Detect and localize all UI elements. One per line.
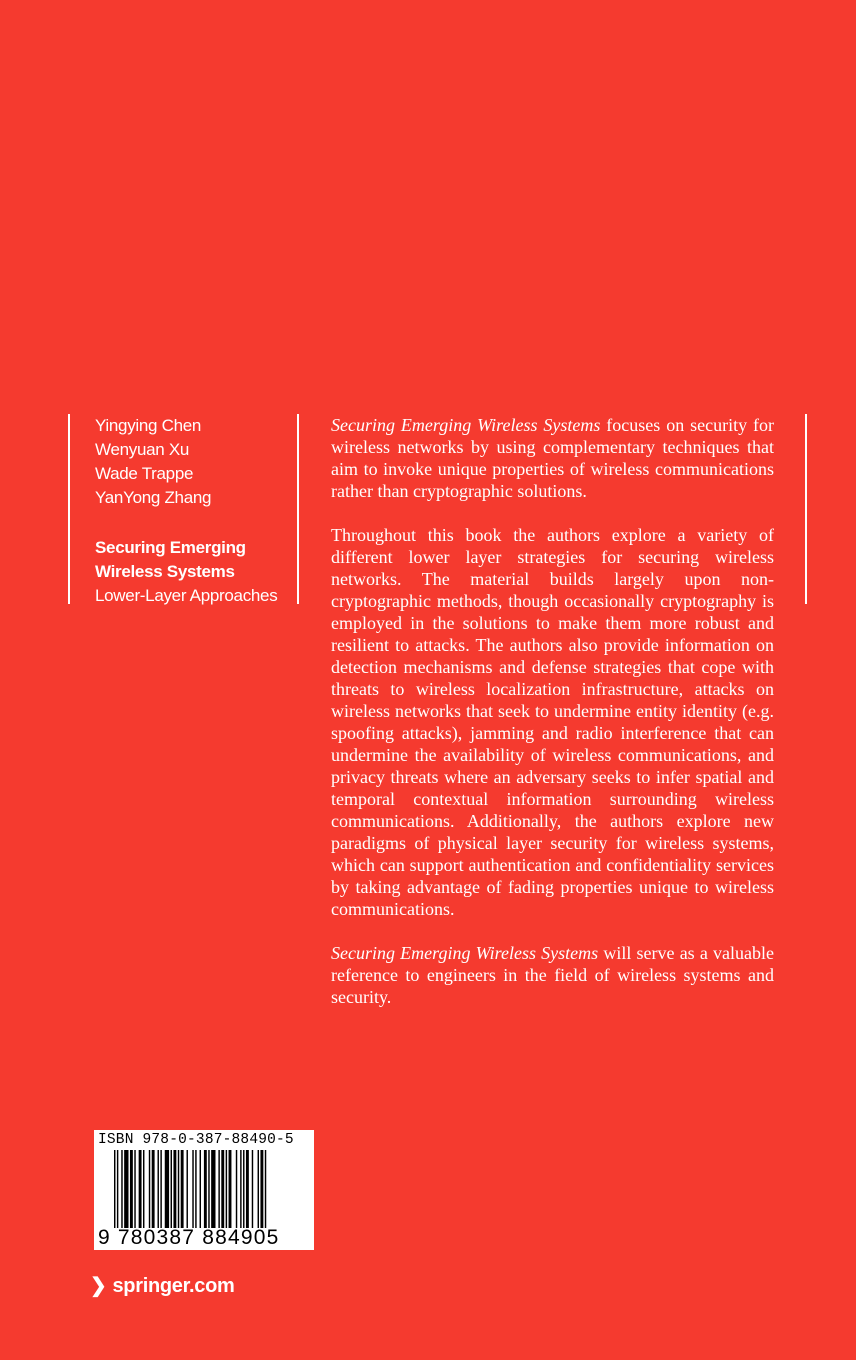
barcode-bar <box>246 1150 249 1228</box>
barcode-bar <box>152 1150 155 1228</box>
barcode-bar <box>221 1150 224 1228</box>
barcode-bar <box>178 1150 179 1228</box>
barcode-bar <box>260 1150 263 1228</box>
barcode-bar <box>258 1150 259 1228</box>
description-text: will serve as a valuable reference to engineers in the field of wireless systems and security. <box>331 943 775 1007</box>
barcode-bar <box>200 1150 201 1228</box>
book-title-line1: Securing Emerging <box>95 538 246 557</box>
barcode-bar <box>143 1150 144 1228</box>
ean-digits: 9 780387 884905 <box>98 1226 280 1249</box>
author-name: Wade Trappe <box>95 464 194 483</box>
author-list <box>95 414 211 510</box>
barcode-bar <box>236 1150 237 1228</box>
chevron-right-icon: ❯ <box>90 1275 107 1297</box>
barcode-bar <box>204 1150 207 1228</box>
author-name: Wenyuan Xu <box>95 440 190 459</box>
barcode-bar <box>181 1150 184 1228</box>
barcode-bar <box>226 1150 227 1228</box>
barcode-bar <box>243 1150 244 1228</box>
barcode-bar <box>211 1150 215 1228</box>
isbn-barcode <box>94 1130 314 1250</box>
barcode-bar <box>134 1150 135 1228</box>
book-subtitle: Lower-Layer Approaches <box>95 586 278 605</box>
description-title-italic: Securing Emerging Wireless Systems <box>331 415 601 435</box>
book-description <box>331 414 774 1030</box>
barcode-bar <box>124 1150 128 1228</box>
barcode-bar <box>114 1150 115 1228</box>
barcode-bar <box>208 1150 209 1228</box>
barcode-bar <box>121 1150 122 1228</box>
book-title-line2: Wireless Systems <box>95 562 235 581</box>
barcode-bar <box>158 1150 159 1228</box>
author-name: YanYong Zhang <box>95 488 212 507</box>
publisher-url: springer.com <box>112 1275 235 1297</box>
description-paragraph-1 <box>331 414 774 502</box>
barcode-bar <box>130 1150 133 1228</box>
barcode-bar <box>252 1150 253 1228</box>
barcode-bar <box>240 1150 241 1228</box>
book-title <box>95 536 246 584</box>
description-paragraph-3 <box>331 942 774 1008</box>
right-divider <box>805 414 807 604</box>
barcode-bar <box>192 1150 193 1228</box>
barcode-bar <box>218 1150 219 1228</box>
barcode-bar <box>195 1150 196 1228</box>
barcode-bar <box>173 1150 176 1228</box>
description-text: focuses on security for wireless networks by using complementary techniques that aim to invoke unique properties of wireless communications rather than cryptographic solutions. <box>331 415 774 501</box>
barcode-bar <box>149 1150 150 1228</box>
isbn-label: ISBN 978-0-387-88490-5 <box>98 1132 294 1148</box>
barcode-bar <box>160 1150 161 1228</box>
author-name: Yingying Chen <box>95 416 202 435</box>
barcode-bar <box>265 1150 266 1228</box>
left-divider <box>68 414 70 604</box>
barcode-bar <box>187 1150 188 1228</box>
barcode-bar <box>229 1150 232 1228</box>
barcode-bars <box>114 1150 294 1228</box>
barcode-bar <box>117 1150 118 1228</box>
barcode-bar <box>165 1150 169 1228</box>
barcode-bar <box>171 1150 172 1228</box>
description-title-italic: Securing Emerging Wireless Systems <box>331 943 599 963</box>
description-paragraph-2: Throughout this book the authors explore a variety of different lower layer strategies for securing wireless networks. The material builds largely upon non-cryptographic methods, though occasionally cryptography is employed in the solutions to make them more robust and resilient to attacks. The authors also provide information on detection mechanisms and defense strategies that cope with threats to wireless localization infrastructure, attacks on wireless networks that seek to undermine entity identity (e.g. spoofing attacks), jamming and radio interference that can undermine the availability of wireless communications, and privacy threats where an adversary seeks to infer spatial and temporal contextual information surrounding wireless communications. Additionally, the authors explore new paradigms of physical layer security for wireless systems, which can support authentication and confidentiality services by taking advantage of fading properties unique to wireless communications. <box>331 525 774 919</box>
middle-divider <box>297 414 299 604</box>
publisher-link[interactable] <box>90 1273 234 1298</box>
barcode-bar <box>139 1150 142 1228</box>
